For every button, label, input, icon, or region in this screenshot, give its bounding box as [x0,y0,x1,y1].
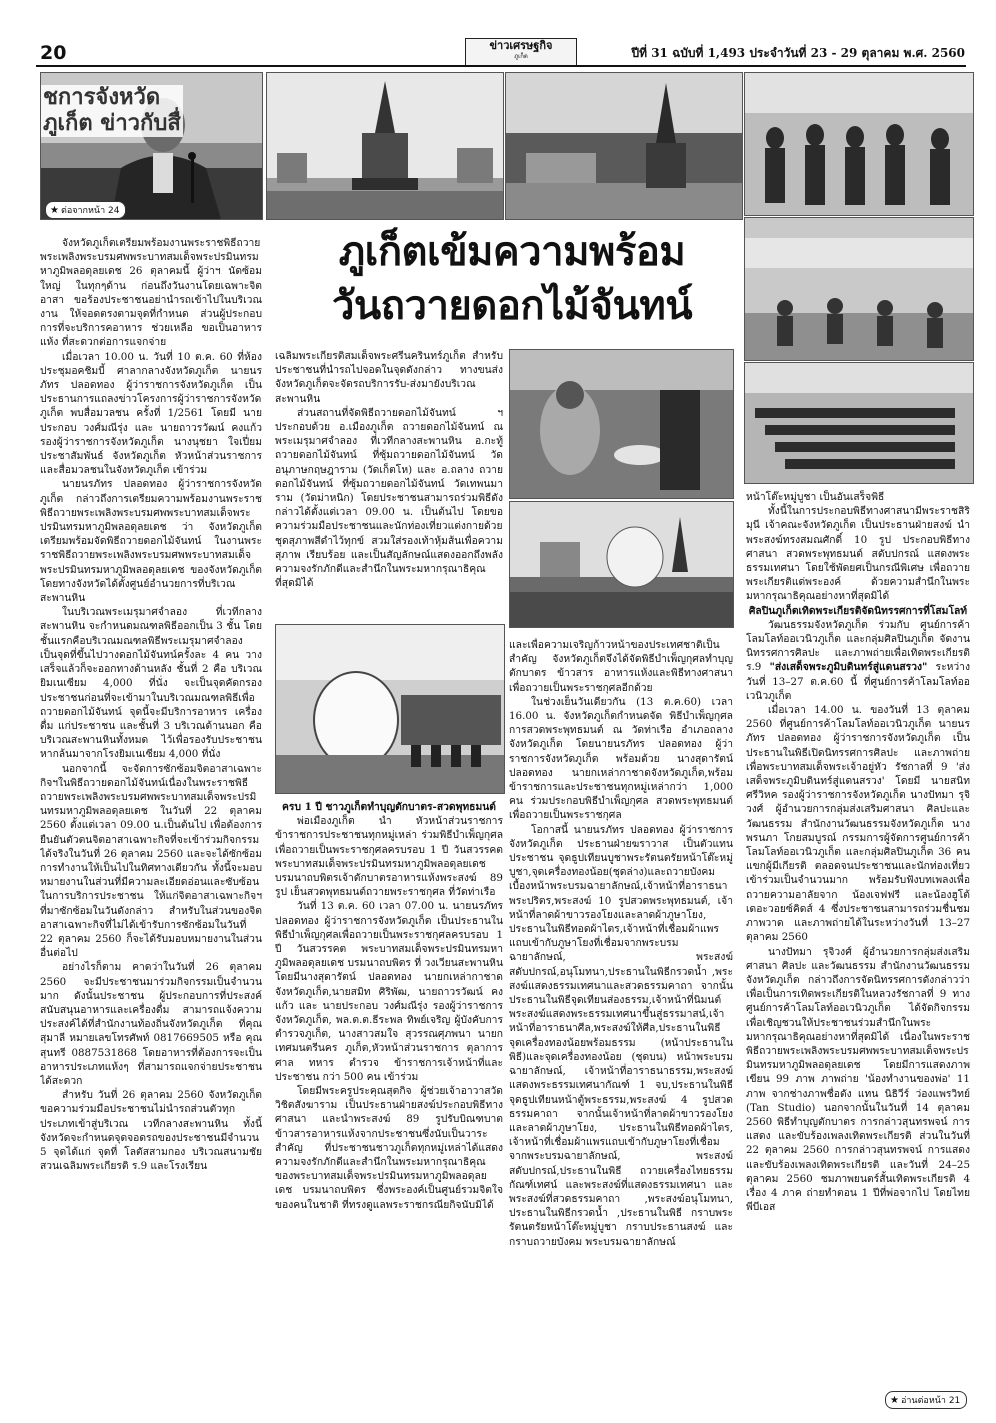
page-header [0,0,996,70]
star-icon: ★ [890,1395,899,1406]
officials-photo [744,72,974,216]
backdrop-caption: ชการจังหวัดภูเก็ต ข่าวกับสื่ [41,85,183,137]
masthead-title: ข่าวเศรษฐกิจ [489,39,553,52]
article-column-3 [509,638,733,1373]
ceremony-crowd-image [745,218,973,360]
paragraph: ทั้งนี้ในการประกอบพิธีทางศาสนามีพระราชสิริมุนี เจ้าคณะจังหวัดภูเก็ต เป็นประธานฝ่ายสงฆ์ นำพระสงฆ์ทรงสมณศักดิ์ 10 รูป ประกอบพิธีทางศาสนา สวดพระพุทธมนต์ สดับปกรณ์ แสดงพระธรรมเทศนา โดยใช้พัดยศเป็นกรณีพิเศษ เพื่อถวายพระเกียรติแด่พระองค์ ด้วยความสำนึกในพระมหากรุณาธิคุณอย่างหาที่สุดมิได้ [746,505,970,603]
governor-press-photo [40,72,263,220]
paragraph-exhibition-intro [746,618,970,703]
subheading-exhibition: ศิลปินภูเก็ตเทิดพระเกียรติจัดนิทรรศการที่โสมโลท์ [748,604,968,617]
article-column-2-top [275,349,503,617]
paragraph: นายนรภัทร ปลอดทอง ผู้ว่าราชการจังหวัดภูเก็ต กล่าวถึงการเตรียมความพร้อมงานพระราชพิธีถวายพระเพลิงพระบรมศพพระบาทสมเด็จพระปรมินทรมหาภูมิพลอดุลยเดช ว่า จังหวัดภูเก็ตเตรียมพร้อมจัดพิธีถวายดอกไม้จันทน์ ในงานพระราชพิธีถวายพระเพลิงพระบรมศพพระบาทสมเด็จพระปรมินทรมหาภูมิพลอดุลยเดช ของจังหวัดภูเก็ต โดยทางจังหวัดได้ตั้งศูนย์อำนวยการที่บริเวณสะพานหิน [40,478,262,605]
memorial-site-image [510,502,733,627]
paragraph: ส่วนสถานที่จัดพิธีถวายดอกไม้จันทน์ ฯ ประกอบด้วย อ.เมืองภูเก็ต ถวายดอกไม้จันทน์ ณ พระเมรุมาศจำลอง ที่เวทีกลางสะพานหิน อ.กะทู้ ถวายดอกไม้จันทน์ ที่ซุ้มถวายดอกไม้จันทน์ วัดอนุภาษกฤษฎาราม (วัดเก็ตโห) และ อ.ถลาง ถวายดอกไม้จันทน์ ที่ซุ้มถวายดอกไม้จันทน์ วัดเทพนมาราม (วัดม่าหนิก) โดยประชาชนสามารถร่วมพิธีดังกล่าวได้ตั้งแต่เวลา 09.00 น. เป็นต้นไป โดยขอความร่วมมือประชาชนและนักท่องเที่ยวแต่งกายด้วย ชุดสุภาพสีดำไว้ทุกข์ สวมใส่รองเท้าหุ้มส้นเพื่อความสุภาพ เรียบร้อย และเป็นสัญลักษณ์แสดงออกถึงพลังความจงรักภักดีและสำนึกในพระมหากรุณาธิคุณที่สุดมิได้ [275,406,503,590]
paragraph: พ่อเมืองภูเก็ต นำ หัวหน้าส่วนราชการข้าราชการประชาชนทุกหมู่เหล่า ร่วมพิธีบำเพ็ญกุศลเพื่อถวายเป็นพระราชกุศลครบรอบ 1 ปี วันสวรรคต พระบาทสมเด็จพระปรมินทรมหาภูมิพลอดุลยเดช บรมนาถบพิตรเจ้าตักบาตรอาหารแห้งพระสงฆ์ 89 รูป เย็นสวดพุทธมนต์ถวายพระราชกุศล ที่วัดท่าเรือ [275,815,503,899]
paragraph: จังหวัดภูเก็ตเตรียมพร้อมงานพระราชพิธีถวาย พระเพลิงพระบรมศพพระบาทสมเด็จพระปรมินทรมหาภูมิพลอดุลยเดช 26 ตุลาคมนี้ ผู้ว่าฯ นัดซ้อมใหญ่ ในทุกๆด้าน ก่อนถึงวันงานโดยเฉพาะจิตอาสา ขอร้องประชาชนอย่านำรถเข้าไปในบริเวณงาน ให้จอดตรงตามจุดที่กำหนด ส่วนผู้ประกอบการที่จะบริการคอาหาร ช่วยเหลือ ขอเป็นอาหารแห้ง ที่สะดวกต่อการแจกจ่าย [40,237,262,349]
exhibition-title: "ส่งเสด็จพระภูมิบดินทร์สู่แดนสรวง" [769,661,928,674]
continued-to-label: อ่านต่อหน้า 21 [900,1396,961,1406]
article-column-1 [40,236,262,1321]
paragraph: เฉลิมพระเกียรติสมเด็จพระศรีนครินทร์ภูเก็ต สำหรับประชาชนที่นำรถไปจอดในจุดดังกล่าว ทางขนส่งจังหวัดภูเก็ตจะจัดรถบริการรับ-ส่งมายังบริเวณสะพานหิน [275,350,503,405]
article-column-2-bottom [275,800,503,1370]
officials-image [745,73,973,215]
seated-crowd-photo [744,362,974,484]
intro-rest: ระหว่างวันที่ 13–27 ต.ค.60 นี้ ที่ศูนย์การค้าโลมโลท์ออเวนิวภูเก็ต [746,661,970,702]
pavilion-photo-left [266,72,504,220]
main-headline [278,225,746,333]
paragraph: โดยมีพระครูประคุณสุตกิจ ผู้ช่วยเจ้าอาวาสวัดวิชิตสังฆาราม เป็นประธานฝ่ายสงฆ์ประกอบพิธีทางศาสนา และนำพระสงฆ์ 89 รูปรับบิณฑบาต ข้าวสารอาหารแห้งจากประชาชนซึ่งนับเป็นวาระสำคัญ ที่ประชาชนชาวภูเก็ตทุกหมู่เหล่าได้แสดงความจงรักภักดีและสำนึกในพระมหากรุณาธิคุณของพระบาทสมเด็จพระปรมินทรมหาภูมิพลอดุลยเดช บรมนาถบพิตร ซึ่งพระองค์เป็นศูนย์รวมจิตใจของคนในชาติ ที่ทรงดูแลพระราชกรณียกิจนับมิได้ [275,1085,503,1211]
paragraph: เมื่อเวลา 10.00 น. วันที่ 10 ต.ค. 60 ที่ห้องประชุมอคชิมบี้ ศาลากลางจังหวัดภูเก็ต นายนรภัทร ปลอดทอง ผู้ว่าราชการจังหวัดภูเก็ต เป็นประธานการแถลงข่าวโครงการผู้ว่าราชการจังหวัดภูเก็ต พบสื่อมวลชน ครั้งที่ 1/2561 โดยมี นายประกอบ วงศ์มณีรุ่ง และ นายถาวรวัฒน์ คงแก้ว รองผู้ว่าราชการจังหวัดภูเก็ต นางนุชยา ใจเปี่ยม ประชาสัมพันธ์ จังหวัดภูเก็ต หัวหน้าส่วนราชการ และสื่อมวลชนในจังหวัดภูเก็ต เข้าร่วม [40,350,262,477]
paragraph: ในบริเวณพระเมรุมาศจำลอง ที่เวทีกลางสะพานหิน จะกำหนดมณฑลพิธีออกเป็น 3 ชั้น โดยชั้นแรกคือบริเวณมณฑลพิธีพระเมรุมาศจำลอง เป็นจุดที่ขึ้นไปวางดอกไม้จันทน์ครั้งละ 4 คน วางเสร็จแล้วก็จะออกทางด้านหลัง ชั้นที่ 2 คือ บริเวณ ยิมเนเซียม 4,000 ที่นั่ง จะเป็นจุดคัดกรองประชาชนก่อนที่จะเข้ามาในบริเวณมณฑลพิธีเพื่อถวายดอกไม้จันทน์ จุดนี้จะมีบริการอาหาร เครื่องดื่ม แก่ประชาชน และชั้นที่ 3 บริเวณด้านนอก คือ บริเวณสะพานหินทั้งหมด ไว้เพื่อรองรับประชาชนหากล้นมาจากโรงยิมเนเซียม 4,000 ที่นั่ง [40,606,262,761]
ceremony-stage-image [276,625,504,793]
page-number: 20 [40,42,67,64]
pavilion-image-left [267,73,503,219]
memorial-site-photo [509,501,734,628]
pavilion-photo-right [505,72,743,220]
ceremony-stage-photo [275,624,505,794]
paragraph: หน้าโต๊ะหมู่บูชา เป็นอันเสร็จพิธี [746,491,885,503]
paragraph: นางปัทมา รุจิวงศ์ ผู้อำนวยการกลุ่มส่งเสริมศาสนา ศิลปะ และวัฒนธรรม สำนักงานวัฒนธรรมจังหวัดภูเก็ต กล่าวถึงการจัดนิทรรศการดังกล่าวว่า เพื่อเป็นการเทิดพระเกียรติในหลวงรัชกาลที่ 9 ทางศูนย์การค้าโลมโลท์ออเวนิวภูเก็ต ได้จัดกิจกรรมเพื่อเชิญชวนให้ประชาชนร่วมสำนึกในพระมหากรุณาธิคุณอย่างหาที่สุดมิได้ เนื่องในพระราชพิธีถวายพระเพลิงพระบรมศพพระบาทสมเด็จพระปรมินทรมหาภูมิพลอดุลยเดช โดยมีการแสดงภาพเขียน 99 ภาพ ภาพถ่าย 'น้องทำงานของพ่อ' 11 ภาพ จากช่างภาพชื่อดัง แทน นิธิวีร์ ว่องแพรวิทย์ (Tan Studio) นอกจากนั้นในวันที่ 14 ตุลาคม 2560 พิธีทำบุญตักบาตร การกล่าวสุนทรพจน์ การแสดง และขับร้องเพลงเทิดพระเกียรติ ส่วนในวันที่ 22 ตุลาคม 2560 การกล่าวสุนทรพจน์ การแสดง และขับร้องเพลงเทิดพระเกียรติ และวันที่ 24–25 ตุลาคม 2560 ชมภาพยนตร์สั้นเทิดพระเกียรติ 4 เรื่อง 4 ภาค ถ่ายทำตอน 1 ปีที่พ่อจากไป โดยไทย พีบีเอส [746,945,970,1214]
header-rule [36,65,966,67]
ceremony-crowd-photo [744,217,974,361]
headline-line-2: วันถวายดอกไม้จันทน์ [331,283,693,329]
monks-alms-image [510,350,733,498]
pavilion-image-right [506,73,742,219]
masthead-logo [465,38,577,66]
article-column-4 [746,490,970,1370]
paragraph: และเพื่อความเจริญก้าวหน้าของประเทศชาติเป็นสำคัญ จังหวัดภูเก็ตจึงได้จัดพิธีบำเพ็ญกุศลทำบุญตักบาตร ข้าวสาร อาหารแห้งและพิธีทางศาสนา เพื่อถวายเป็นพระราชกุศลอีกด้วย [509,639,733,694]
headline-line-1: ภูเก็ตเข้มความพร้อม [338,229,686,275]
seated-crowd-image [745,363,973,483]
continued-from-label: ต่อจากหน้า 24 [60,206,120,216]
paragraph: เมื่อเวลา 14.00 น. ของวันที่ 13 ตุลาคม 2560 ที่ศูนย์การค้าโลมโลท์ออเวนิวภูเก็ต นายนรภัทร ปลอดทอง ผู้ว่าราชการจังหวัดภูเก็ต เป็นประธานในพิธีเปิดนิทรรศการศิลปะ และภาพถ่ายเพื่อพระบาทสมเด็จพระเจ้าอยู่หัว รัชกาลที่ 9 'ส่งเสด็จพระภูมิบดินทร์สู่แดนสรวง' โดยมี นายสนิท ศรีวิหค รองผู้ว่าราชการจังหวัดภูเก็ต นางปัทมา รุจิวงศ์ ผู้อำนวยการกลุ่มส่งเสริมศาสนา ศิลปะและวัฒนธรรม สำนักงานวัฒนธรรมจังหวัดภูเก็ต นางพรนภา โกยสมบูรณ์ กรรมการผู้จัดการศูนย์การค้าโลมโลท์ออเวนิวภูเก็ต และกลุ่มศิลปินภูเก็ต 36 คน แขกผู้มีเกียรติ ตลอดจนประชาชนและนักท่องเที่ยว เข้าร่วมเป็นจำนวนมาก พร้อมรับฟังบทเพลงเพื่อถวายความอาลัยจาก น้องเจฟฟรี และน้องฮูโต้ เดอะวอยซ์คิดส์ 4 ซึ่งประชาชนสามารถร่วมชื่นชมภาพวาด และภาพถ่ายได้ในระหว่างวันที่ 13–27 ตุลาคม 2560 [746,704,970,944]
paragraph: โอกาสนี้ นายนรภัทร ปลอดทอง ผู้ว่าราชการ จังหวัดภูเก็ต ประธานฝ่ายฆราวาส เป็นตัวแทนประชาชน จุดธูปเทียนบูชาพระรัตนตรัยหน้าโต๊ะหมู่บูชา,จุดเครื่องทองน้อย(ชุดล่าง)และถวายบังคมเบื้องหน้าพระบรมฉายาลักษณ์,เจ้าหน้าที่อาราธนาพระปริตร,พระสงฆ์ 10 รูปสวดพระพุทธมนต์, เจ้าหน้าที่ลาดผ้าขาวรองโยงและลาดผ้าภูษาโยง, ประธานในพิธีทอดผ้าไตร,เจ้าหน้าที่เชื่อมผ้าแพรแถบเข้ากับภูษาโยงที่เชื่อมจากพระบรมฉายาลักษณ์, พระสงฆ์สดับปกรณ์,อนุโมทนา,ประธานในพิธีกรวดน้ำ ,พระสงฆ์แสดงธรรมเทศนาและสวดธรรมคาถา จากนั้นประธานในพิธีจุดเทียนส่องธรรม,เจ้าหน้าที่นิมนต์พระสงฆ์แสดงพระธรรมเทศนาขึ้นสู่ธรรมาสน์,เจ้าหน้าที่อาราธนาศีล,พระสงฆ์ให้ศีล,ประธานในพิธีจุดเครื่องทองน้อยพร้อมธรรม (หน้าประธานในพิธี)และจุดเครื่องทองน้อย (ชุดบน) หน้าพระบรมฉายาลักษณ์, เจ้าหน้าที่อาราธนาธรรม,พระสงฆ์แสดงพระธรรมเทศนากัณฑ์ 1 จบ,ประธานในพิธีจุดธูปเทียนหน้าตู้พระธรรม,พระสงฆ์ 4 รูปสวดธรรมคาถา จากนั้นเจ้าหน้าที่ลาดผ้าขาวรองโยงและลาดผ้าภูษาโยง, ประธานในพิธีทอดผ้าไตร, เจ้าหน้าที่เชื่อมผ้าแพรแถบเข้ากับภูษาโยงที่เชื่อมจากพระบรมฉายาลักษณ์, พระสงฆ์สดับปกรณ์,ประธานในพิธี ถวายเครื่องไทยธรรมกัณฑ์เทศน์ และพระสงฆ์ที่แสดงธรรมเทศนา และพระสงฆ์ที่สวดธรรมคาถา ,พระสงฆ์อนุโมทนา, ประธานในพิธีกรวดน้ำ ,ประธานในพิธี กราบพระรัตนตรัยหน้าโต๊ะหมู่บูชา กราบประธานสงฆ์ และกราบถวายบังคม พระบรมฉายาลักษณ์ [509,823,733,1248]
subheading-anniversary: ครบ 1 ปี ชาวภูเก็ตทำบุญตักบาตร-สวดพุทธมนต์ [282,801,496,813]
paragraph: วันที่ 13 ต.ค. 60 เวลา 07.00 น. นายนรภัทร ปลอดทอง ผู้ว่าราชการจังหวัดภูเก็ต เป็นประธานในพิธีบำเพ็ญกุศลเพื่อถวายเป็นพระราชกุศลครบรอบ 1 ปี วันสวรรคต พระบาทสมเด็จพระปรมินทรมหาภูมิพลอดุลยเดช บรมนาถบพิตร ที่ วงเวียนสะพานหิน โดยมีนางสุดารัตน์ ปลอดทอง นายกเหล่ากาชาดจังหวัดภูเก็ต,นายสมิท ศิริพัฒ, นายถาวรวัฒน์ คงแก้ว และ นายประกอบ วงศ์มณีรุ่ง รองผู้ว่าราชการจังหวัดภูเก็ต, พล.ต.ต.ธีระพล ทิพย์เจริญ ผู้บังคับการตำรวจภูเก็ต, นางสาวสมใจ สุวรรณศุภพนา นายกเทศมนตรีนคร ภูเก็ต,หัวหน้าส่วนราชการ ตุลาการ ศาล ทหาร ตำรวจ ข้าราชการเจ้าหน้าที่และประชาชน กว่า 500 คน เข้าร่วม [275,900,503,1083]
intro-text: วัฒนธรรมจังหวัดภูเก็ต ร่วมกับ ศูนย์การค้าโลมโลท์ออเวนิวภูเก็ต และกลุ่มศิลปินภูเก็ต จัดงานนิทรรศการศิลปะ และภาพถ่ายเพื่อเทิดพระเกียรติ ร.9 [746,618,970,674]
masthead-subtitle: ภูเก็ต [514,53,528,60]
paragraph: ในช่วงเย็นวันเดียวกัน (13 ต.ค.60) เวลา 16.00 น. จังหวัดภูเก็ตกำหนดจัด พิธีบำเพ็ญกุศลการสวดพระพุทธมนต์ ณ วัดท่าเรือ อำเภอถลาง จังหวัดภูเก็ต โดยนายนรภัทร ปลอดทอง ผู้ว่าราชการจังหวัดภูเก็ต พร้อมด้วย นางสุดารัตน์ ปลอดทอง นายกเหล่ากาชาดจังหวัดภูเก็ต,พร้อมข้าราชการและประชาชนทุกหมู่เหล่ากว่า 1,000 คน ร่วมประกอบพิธีบำเพ็ญกุศล สวดพระพุทธมนต์ เพื่อถวายเป็นพระราชกุศล [509,695,733,822]
paragraph: สำหรับ วันที่ 26 ตุลาคม 2560 จังหวัดภูเก็ตขอความร่วมมือประชาชนไม่นำรถส่วนตัวทุกประเภทเข้าสู่บริเวณ เวทีกลางสะพานหิน ทั้งนี้จังหวัดจะกำหนดจุดจอดรถของประชาชนมีจำนวน 5 จุดได้แก่ จุดที่ โลตัสสามกอง บริเวณสนามชัย สวนเฉลิมพระเกียรติ ร.9 และโรงเรียน [40,1089,262,1173]
paragraph: อย่างไรก็ตาม คาดว่าในวันที่ 26 ตุลาคม 2560 จะมีประชาชนมาร่วมกิจกรรมเป็นจำนวนมาก ดังนั้นประชาชน ผู้ประกอบการที่ประสงค์สนับสนุนอาหารและเครื่องดื่ม สามารถแจ้งความประสงค์ได้ที่สำนักงานท้องถิ่นจังหวัดภูเก็ต ที่คุณสุมาลี หมายเลขโทรศัพท์ 0817669505 หรือ คุณสุนทรี 0887531868 โดยอาหารที่ต้องการจะเป็นอาหารประเภทแห้งๆ ที่สามารถแจกจ่ายประชาชนได้สะดวก [40,961,262,1087]
paragraph: นอกจากนี้ จะจัดการซักซ้อมจิตอาสาเฉพาะกิจฯในพิธีถวายดอกไม้จันทน์เนื่องในพระราชพิธีถวายพระเพลิงพระบรมศพพระบาทสมเด็จพระปรมินทรมหาภูมิพลอดุลยเดช ในวันที่ 22 ตุลาคม 2560 ตั้งแต่เวลา 09.00 น.เป็นต้นไป เพื่อต้องการยืนยันตัวตนจิตอาสาเฉพาะกิจที่จะเข้าร่วมกิจกรรมได้จริงในวันที่ 26 ตุลาคม 2560 และจะได้ซักซ้อมการทำงานให้เป็นไปในทิศทางเดียวกัน ทั้งนี้จะมอบหมายงานในส่วนที่มีความละเอียดอ่อนและซับซ้อนในการบริการประชาชน ให้แก่จิตอาสาเฉพาะกิจฯที่มาซักซ้อมในวันดังกล่าว สำหรับในส่วนของจิตอาสาเฉพาะกิจที่ไม่ได้เข้ารับการซักซ้อมในวันที่ 22 ตุลาคม 2560 ก็จะได้รับมอบหมายงานในส่วนอื่นต่อไป [40,762,262,960]
continued-to-badge [885,1391,967,1409]
star-icon: ★ [50,205,59,216]
continued-from-badge [45,201,126,219]
monks-alms-photo [509,349,734,499]
issue-line: ปีที่ 31 ฉบับที่ 1,493 ประจำวันที่ 23 - 29 ตุลาคม พ.ศ. 2560 [631,46,965,60]
